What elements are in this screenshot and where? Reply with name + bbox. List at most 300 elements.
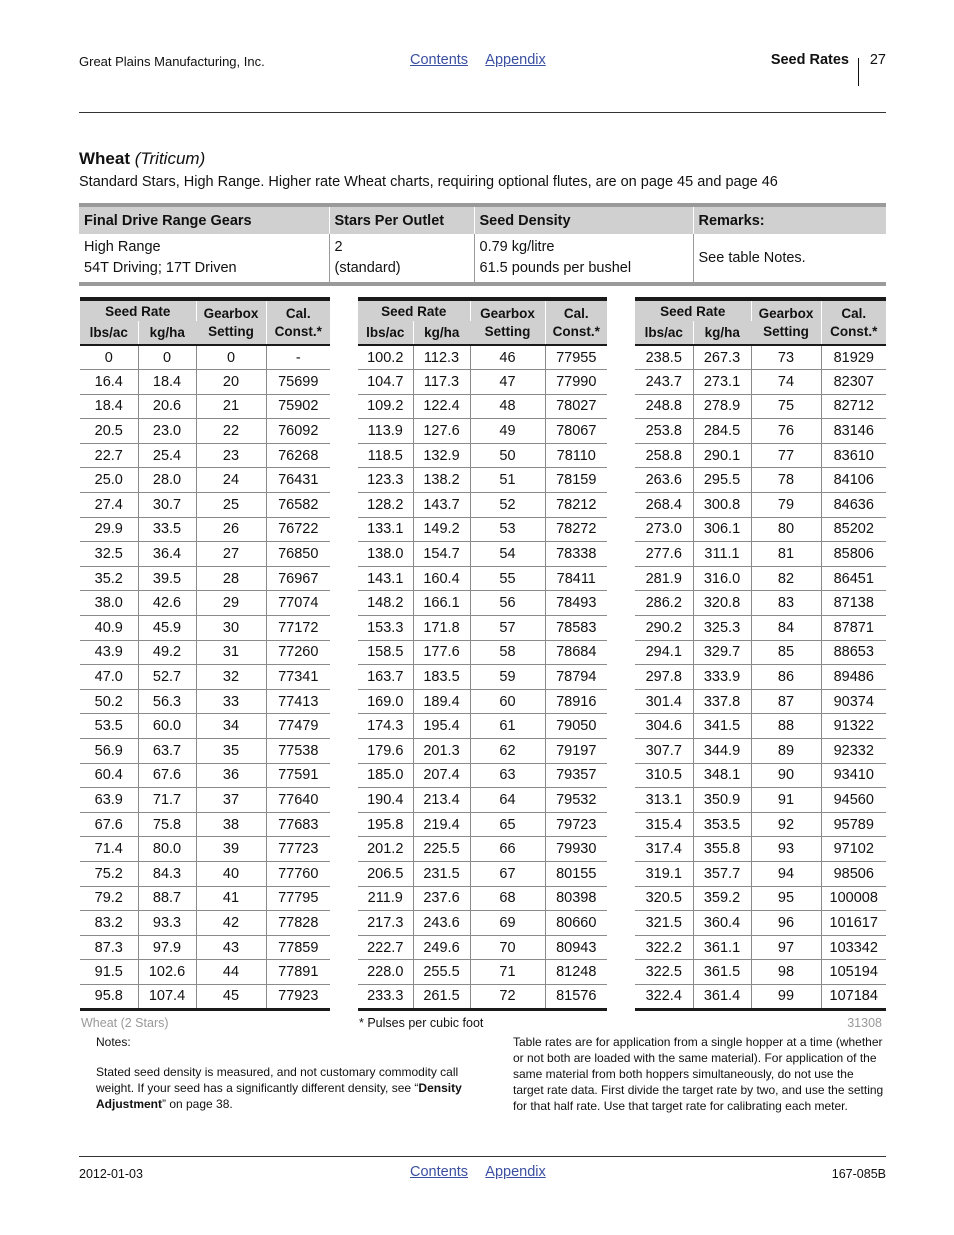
- notes-left: [96, 1034, 476, 1126]
- table-row: [358, 443, 607, 468]
- cal-const-cell: 77538: [266, 739, 330, 764]
- rate-lbs-cell: 243.7: [635, 370, 693, 395]
- cal-const-cell: 79050: [545, 714, 607, 739]
- cal-const-cell: 84106: [821, 468, 886, 493]
- rate-kg-cell: 0: [138, 345, 196, 370]
- gearbox-cell: 36: [196, 763, 266, 788]
- gearbox-cell: 41: [196, 886, 266, 911]
- cal-const-cell: 92332: [821, 739, 886, 764]
- rate-lbs-cell: 248.8: [635, 394, 693, 419]
- rate-kg-cell: 97.9: [138, 935, 196, 960]
- table-row: [80, 370, 330, 395]
- contents-link[interactable]: Contents: [410, 52, 469, 68]
- cal-const-cell: 80660: [545, 911, 607, 936]
- table-row: [80, 861, 330, 886]
- gearbox-header: Gearbox Setting: [196, 299, 266, 345]
- rate-table-body: [80, 345, 330, 1009]
- rate-kg-cell: 333.9: [693, 665, 751, 690]
- rate-kg-cell: 132.9: [413, 443, 470, 468]
- cal-const-cell: 78067: [545, 419, 607, 444]
- rate-kg-cell: 183.5: [413, 665, 470, 690]
- gearbox-cell: 70: [470, 935, 545, 960]
- table-row: [635, 812, 886, 837]
- gearbox-cell: 75: [751, 394, 821, 419]
- table-row: [358, 616, 607, 641]
- rate-lbs-cell: 281.9: [635, 566, 693, 591]
- cal-const-cell: 82307: [821, 370, 886, 395]
- gearbox-cell: 43: [196, 935, 266, 960]
- table-row: [80, 763, 330, 788]
- rate-kg-cell: 143.7: [413, 493, 470, 518]
- table-row: [635, 714, 886, 739]
- cal-const-cell: 81576: [545, 984, 607, 1009]
- rate-kg-cell: 273.1: [693, 370, 751, 395]
- rate-lbs-cell: 301.4: [635, 689, 693, 714]
- rate-kg-cell: 207.4: [413, 763, 470, 788]
- lbs-header: lbs/ac: [635, 321, 693, 345]
- rate-kg-cell: 290.1: [693, 443, 751, 468]
- appendix-link[interactable]: Appendix: [485, 52, 546, 68]
- rate-lbs-cell: 163.7: [358, 665, 413, 690]
- cal-const-cell: 89486: [821, 665, 886, 690]
- rate-kg-cell: 36.4: [138, 542, 196, 567]
- header-rule: [79, 112, 886, 113]
- rate-lbs-cell: 222.7: [358, 935, 413, 960]
- rate-kg-cell: 122.4: [413, 394, 470, 419]
- gearbox-cell: 30: [196, 616, 266, 641]
- gearbox-cell: 45: [196, 984, 266, 1009]
- cal-const-cell: 78159: [545, 468, 607, 493]
- gearbox-cell: 72: [470, 984, 545, 1009]
- cal-const-cell: 82712: [821, 394, 886, 419]
- table-row: [358, 370, 607, 395]
- table-row: [358, 566, 607, 591]
- table-row: [635, 984, 886, 1009]
- rate-kg-cell: 117.3: [413, 370, 470, 395]
- rate-lbs-cell: 148.2: [358, 591, 413, 616]
- rate-kg-cell: 28.0: [138, 468, 196, 493]
- gearbox-cell: 78: [751, 468, 821, 493]
- rate-lbs-cell: 315.4: [635, 812, 693, 837]
- gearbox-cell: 48: [470, 394, 545, 419]
- rate-lbs-cell: 211.9: [358, 886, 413, 911]
- cal-const-header: Cal. Const.*: [545, 299, 607, 345]
- gearbox-cell: 87: [751, 689, 821, 714]
- gearbox-header: Gearbox Setting: [470, 299, 545, 345]
- rate-lbs-cell: 143.1: [358, 566, 413, 591]
- rate-kg-cell: 316.0: [693, 566, 751, 591]
- cal-const-cell: 98506: [821, 861, 886, 886]
- rate-kg-cell: 45.9: [138, 616, 196, 641]
- rate-kg-cell: 160.4: [413, 566, 470, 591]
- rate-kg-cell: 348.1: [693, 763, 751, 788]
- table-row: [80, 714, 330, 739]
- notes-density: [96, 1064, 476, 1112]
- crop-name: Wheat: [79, 149, 130, 168]
- rate-lbs-cell: 238.5: [635, 345, 693, 370]
- rate-lbs-cell: 53.5: [80, 714, 138, 739]
- rate-lbs-cell: 228.0: [358, 960, 413, 985]
- density-adjustment-ref: Density Adjustment: [96, 1081, 462, 1111]
- gearbox-cell: 63: [470, 763, 545, 788]
- spec-gears-line1: High Range: [84, 239, 161, 255]
- table-row: [635, 443, 886, 468]
- table-row: [358, 935, 607, 960]
- rate-lbs-cell: 32.5: [80, 542, 138, 567]
- cal-const-cell: 78338: [545, 542, 607, 567]
- spec-stars-line2: (standard): [334, 260, 401, 276]
- rate-kg-cell: 166.1: [413, 591, 470, 616]
- table-row: [358, 468, 607, 493]
- rate-kg-cell: 56.3: [138, 689, 196, 714]
- gearbox-cell: 53: [470, 517, 545, 542]
- rate-kg-cell: 25.4: [138, 443, 196, 468]
- rate-kg-cell: 154.7: [413, 542, 470, 567]
- table-row: [80, 640, 330, 665]
- rate-lbs-cell: 0: [80, 345, 138, 370]
- notes-density-page: ” on page 38.: [162, 1097, 233, 1111]
- table-row: [635, 370, 886, 395]
- gearbox-cell: 74: [751, 370, 821, 395]
- cal-const-cell: 105194: [821, 960, 886, 985]
- cal-const-cell: 87871: [821, 616, 886, 641]
- table-row: [635, 886, 886, 911]
- section-title: Seed Rates: [770, 52, 849, 68]
- cal-const-cell: 78916: [545, 689, 607, 714]
- header-nav: [410, 52, 560, 68]
- rate-kg-cell: 361.5: [693, 960, 751, 985]
- rate-kg-cell: 361.4: [693, 984, 751, 1009]
- kg-header: kg/ha: [693, 321, 751, 345]
- gearbox-cell: 47: [470, 370, 545, 395]
- cal-const-cell: 81248: [545, 960, 607, 985]
- rate-kg-cell: 80.0: [138, 837, 196, 862]
- cal-const-cell: 85806: [821, 542, 886, 567]
- table-row: [635, 640, 886, 665]
- rate-lbs-cell: 319.1: [635, 861, 693, 886]
- rate-table-3: [635, 297, 886, 1011]
- cal-const-cell: 77923: [266, 984, 330, 1009]
- lbs-header: lbs/ac: [358, 321, 413, 345]
- cal-const-cell: 77859: [266, 935, 330, 960]
- table-row: [80, 419, 330, 444]
- table-row: [80, 394, 330, 419]
- rate-lbs-cell: 307.7: [635, 739, 693, 764]
- rate-lbs-cell: 75.2: [80, 861, 138, 886]
- rate-table-1: [80, 297, 330, 1011]
- gearbox-cell: 95: [751, 886, 821, 911]
- rate-table-body: [635, 345, 886, 1009]
- rate-lbs-cell: 104.7: [358, 370, 413, 395]
- table-row: [635, 616, 886, 641]
- rate-kg-cell: 189.4: [413, 689, 470, 714]
- gearbox-cell: 32: [196, 665, 266, 690]
- rate-lbs-cell: 118.5: [358, 443, 413, 468]
- cal-const-cell: 76431: [266, 468, 330, 493]
- table-row: [635, 935, 886, 960]
- table-row: [635, 665, 886, 690]
- table-row: [358, 812, 607, 837]
- cal-const-cell: 80155: [545, 861, 607, 886]
- rate-kg-cell: 107.4: [138, 984, 196, 1009]
- cal-const-cell: 77341: [266, 665, 330, 690]
- gearbox-cell: 83: [751, 591, 821, 616]
- rate-lbs-cell: 217.3: [358, 911, 413, 936]
- table-row: [80, 812, 330, 837]
- rate-lbs-cell: 79.2: [80, 886, 138, 911]
- cal-const-cell: 78212: [545, 493, 607, 518]
- cal-const-cell: 77828: [266, 911, 330, 936]
- gearbox-cell: 37: [196, 788, 266, 813]
- rate-kg-cell: 33.5: [138, 517, 196, 542]
- gearbox-cell: 56: [470, 591, 545, 616]
- table-row: [80, 665, 330, 690]
- contents-link[interactable]: Contents: [410, 1164, 469, 1180]
- rate-kg-cell: 300.8: [693, 493, 751, 518]
- gearbox-cell: 57: [470, 616, 545, 641]
- table-row: [635, 394, 886, 419]
- table-row: [80, 935, 330, 960]
- table-row: [358, 788, 607, 813]
- rate-lbs-cell: 83.2: [80, 911, 138, 936]
- cal-const-cell: 93410: [821, 763, 886, 788]
- gearbox-cell: 22: [196, 419, 266, 444]
- rate-kg-cell: 255.5: [413, 960, 470, 985]
- rate-lbs-cell: 268.4: [635, 493, 693, 518]
- gearbox-cell: 62: [470, 739, 545, 764]
- table-row: [358, 739, 607, 764]
- rate-lbs-cell: 258.8: [635, 443, 693, 468]
- gearbox-cell: 85: [751, 640, 821, 665]
- rate-lbs-cell: 321.5: [635, 911, 693, 936]
- gearbox-cell: 66: [470, 837, 545, 862]
- cal-const-cell: 107184: [821, 984, 886, 1009]
- gearbox-cell: 24: [196, 468, 266, 493]
- rate-lbs-cell: 277.6: [635, 542, 693, 567]
- spec-remarks-cell: See table Notes.: [693, 234, 886, 284]
- cal-const-cell: 94560: [821, 788, 886, 813]
- cal-const-cell: 75902: [266, 394, 330, 419]
- spec-header-density: Seed Density: [474, 205, 693, 234]
- rate-lbs-cell: 60.4: [80, 763, 138, 788]
- cal-const-cell: 81929: [821, 345, 886, 370]
- gearbox-cell: 91: [751, 788, 821, 813]
- cal-const-cell: 78684: [545, 640, 607, 665]
- rate-kg-cell: 359.2: [693, 886, 751, 911]
- table-row: [358, 984, 607, 1009]
- gearbox-cell: 76: [751, 419, 821, 444]
- cal-const-cell: 78583: [545, 616, 607, 641]
- gearbox-cell: 77: [751, 443, 821, 468]
- rate-lbs-cell: 128.2: [358, 493, 413, 518]
- rate-kg-cell: 20.6: [138, 394, 196, 419]
- notes-density-text: Stated seed density is measured, and not customary commodity call weight. If your seed has a significantly different density, see “: [96, 1065, 459, 1095]
- rate-kg-cell: 42.6: [138, 591, 196, 616]
- rate-kg-cell: 93.3: [138, 911, 196, 936]
- table-row: [80, 591, 330, 616]
- header-divider: [858, 58, 859, 86]
- page-title: [79, 149, 205, 169]
- table-row: [635, 960, 886, 985]
- gearbox-cell: 40: [196, 861, 266, 886]
- cal-const-cell: 76092: [266, 419, 330, 444]
- rate-kg-cell: 39.5: [138, 566, 196, 591]
- table-row: [80, 960, 330, 985]
- gearbox-cell: 97: [751, 935, 821, 960]
- rate-lbs-cell: 317.4: [635, 837, 693, 862]
- gearbox-cell: 27: [196, 542, 266, 567]
- rate-kg-cell: 84.3: [138, 861, 196, 886]
- cal-const-cell: 80943: [545, 935, 607, 960]
- rate-lbs-cell: 38.0: [80, 591, 138, 616]
- rate-lbs-cell: 71.4: [80, 837, 138, 862]
- rate-kg-cell: 71.7: [138, 788, 196, 813]
- gearbox-cell: 38: [196, 812, 266, 837]
- rate-kg-cell: 201.3: [413, 739, 470, 764]
- table-row: [80, 984, 330, 1009]
- table-row: [635, 566, 886, 591]
- table-row: [358, 911, 607, 936]
- company-name: Great Plains Manufacturing, Inc.: [79, 54, 265, 69]
- cal-const-cell: 77074: [266, 591, 330, 616]
- rate-lbs-cell: 22.7: [80, 443, 138, 468]
- rate-lbs-cell: 310.5: [635, 763, 693, 788]
- cal-const-cell: 76850: [266, 542, 330, 567]
- cal-const-cell: 76967: [266, 566, 330, 591]
- rate-lbs-cell: 263.6: [635, 468, 693, 493]
- cal-const-cell: 77723: [266, 837, 330, 862]
- table-row: [358, 689, 607, 714]
- table-row: [80, 468, 330, 493]
- table-row: [80, 911, 330, 936]
- cal-const-cell: 77683: [266, 812, 330, 837]
- table-row: [635, 468, 886, 493]
- rate-table-body: [358, 345, 607, 1009]
- gearbox-cell: 28: [196, 566, 266, 591]
- rate-lbs-cell: 50.2: [80, 689, 138, 714]
- gearbox-cell: 31: [196, 640, 266, 665]
- rate-kg-cell: 261.5: [413, 984, 470, 1009]
- rate-kg-cell: 337.8: [693, 689, 751, 714]
- table-row: [358, 640, 607, 665]
- rate-kg-cell: 49.2: [138, 640, 196, 665]
- cal-const-cell: 88653: [821, 640, 886, 665]
- rate-lbs-cell: 297.8: [635, 665, 693, 690]
- spec-gears-line2: 54T Driving; 17T Driven: [84, 260, 237, 276]
- gearbox-cell: 60: [470, 689, 545, 714]
- cal-const-cell: -: [266, 345, 330, 370]
- gearbox-cell: 49: [470, 419, 545, 444]
- cal-const-cell: 91322: [821, 714, 886, 739]
- gearbox-cell: 33: [196, 689, 266, 714]
- table-row: [80, 566, 330, 591]
- table-row: [635, 517, 886, 542]
- rate-lbs-cell: 290.2: [635, 616, 693, 641]
- appendix-link[interactable]: Appendix: [485, 1164, 546, 1180]
- rate-lbs-cell: 322.2: [635, 935, 693, 960]
- rate-lbs-cell: 123.3: [358, 468, 413, 493]
- table-row: [80, 493, 330, 518]
- gearbox-cell: 80: [751, 517, 821, 542]
- spec-stars-cell: [329, 234, 474, 284]
- rate-kg-cell: 112.3: [413, 345, 470, 370]
- rate-lbs-cell: 201.2: [358, 837, 413, 862]
- table-row: [358, 345, 607, 370]
- rate-lbs-cell: 91.5: [80, 960, 138, 985]
- spec-header-remarks: Remarks:: [693, 205, 886, 234]
- spec-density-line1: 0.79 kg/litre: [479, 239, 555, 255]
- gearbox-cell: 79: [751, 493, 821, 518]
- gearbox-cell: 44: [196, 960, 266, 985]
- gearbox-cell: 96: [751, 911, 821, 936]
- table-row: [80, 443, 330, 468]
- table-row: [635, 861, 886, 886]
- cal-const-cell: 80398: [545, 886, 607, 911]
- gearbox-cell: 42: [196, 911, 266, 936]
- table-row: [358, 591, 607, 616]
- rate-lbs-cell: 322.4: [635, 984, 693, 1009]
- gearbox-cell: 25: [196, 493, 266, 518]
- rate-lbs-cell: 206.5: [358, 861, 413, 886]
- cal-const-cell: 97102: [821, 837, 886, 862]
- rate-lbs-cell: 20.5: [80, 419, 138, 444]
- gearbox-cell: 84: [751, 616, 821, 641]
- rate-kg-cell: 138.2: [413, 468, 470, 493]
- gearbox-cell: 68: [470, 886, 545, 911]
- rate-lbs-cell: 185.0: [358, 763, 413, 788]
- cal-const-cell: 77891: [266, 960, 330, 985]
- rate-table-2: [358, 297, 607, 1011]
- rate-lbs-cell: 169.0: [358, 689, 413, 714]
- rate-kg-cell: 127.6: [413, 419, 470, 444]
- rate-kg-cell: 311.1: [693, 542, 751, 567]
- table-row: [80, 689, 330, 714]
- rate-lbs-cell: 322.5: [635, 960, 693, 985]
- seed-rate-header: Seed Rate: [358, 299, 470, 321]
- rate-kg-cell: 329.7: [693, 640, 751, 665]
- cal-const-cell: 77955: [545, 345, 607, 370]
- rate-lbs-cell: 273.0: [635, 517, 693, 542]
- cal-const-cell: 86451: [821, 566, 886, 591]
- rate-lbs-cell: 43.9: [80, 640, 138, 665]
- cal-const-header: Cal. Const.*: [266, 299, 330, 345]
- table-row: [635, 345, 886, 370]
- gearbox-cell: 0: [196, 345, 266, 370]
- gearbox-cell: 64: [470, 788, 545, 813]
- table-row: [358, 886, 607, 911]
- rate-lbs-cell: 158.5: [358, 640, 413, 665]
- document-number: 167-085B: [831, 1167, 886, 1181]
- cal-const-cell: 76268: [266, 443, 330, 468]
- cal-const-cell: 77479: [266, 714, 330, 739]
- cal-const-cell: 77260: [266, 640, 330, 665]
- gearbox-cell: 58: [470, 640, 545, 665]
- cal-const-cell: 77760: [266, 861, 330, 886]
- cal-const-cell: 79197: [545, 739, 607, 764]
- rate-kg-cell: 360.4: [693, 911, 751, 936]
- page-subtitle: Standard Stars, High Range. Higher rate Wheat charts, requiring optional flutes, are on page 45 and page 46: [79, 174, 778, 190]
- cal-const-cell: 79357: [545, 763, 607, 788]
- rate-lbs-cell: 153.3: [358, 616, 413, 641]
- table-row: [358, 665, 607, 690]
- table-row: [358, 837, 607, 862]
- rate-lbs-cell: 320.5: [635, 886, 693, 911]
- cal-const-cell: 84636: [821, 493, 886, 518]
- rate-kg-cell: 350.9: [693, 788, 751, 813]
- rate-kg-cell: 195.4: [413, 714, 470, 739]
- cal-const-cell: 87138: [821, 591, 886, 616]
- cal-const-cell: 78110: [545, 443, 607, 468]
